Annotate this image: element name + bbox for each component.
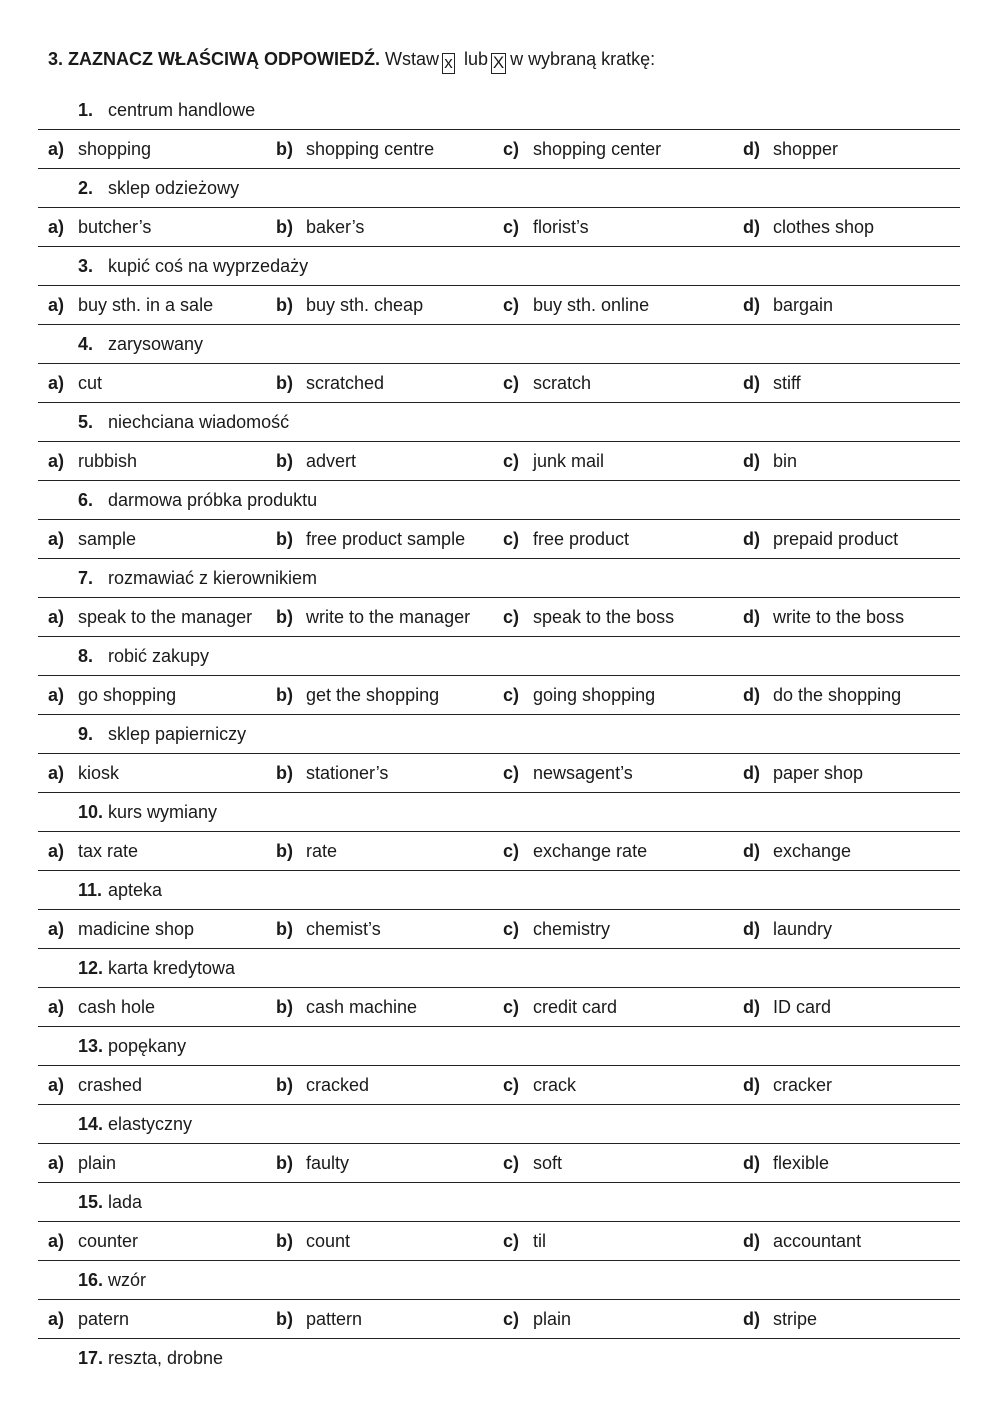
option-text: count [306,1231,351,1251]
option-text: go shopping [78,685,177,705]
question-text: kurs wymiany [108,802,218,822]
option-text: buy sth. cheap [306,295,424,315]
answer-row [38,676,960,715]
question-text: rozmawiać z kierownikiem [108,568,318,588]
option-text: madicine shop [78,919,195,939]
option-text: plain [78,1153,117,1173]
option-letter: b) [276,139,293,159]
option-letter: a) [48,1153,65,1173]
option-letter: a) [48,1231,65,1251]
option-letter: c) [503,607,520,627]
option-letter: b) [276,451,293,471]
option-text: advert [306,451,357,471]
exercise-header [48,47,655,71]
option-letter: d) [743,763,760,783]
option-letter: c) [503,763,520,783]
option-text: patern [78,1309,130,1329]
option-text: stripe [773,1309,818,1329]
question-text: elastyczny [108,1114,193,1134]
option-letter: d) [743,1309,760,1329]
question-number: 1. [78,100,94,120]
answer-row [38,988,960,1027]
option-letter: c) [503,1075,520,1095]
option-letter: b) [276,919,293,939]
instruction-text-start: Wstaw [385,49,440,69]
option-letter: a) [48,607,65,627]
checkbox-example-lower-x: x [442,53,455,74]
answer-row [38,910,960,949]
question-row [38,871,960,910]
option-letter: c) [503,919,520,939]
option-letter: a) [48,373,65,393]
option-text: florist’s [533,217,589,237]
option-letter: d) [743,295,760,315]
question-list [38,91,960,1377]
question-number: 17. [78,1348,104,1368]
option-text: tax rate [78,841,139,861]
option-text: accountant [773,1231,862,1251]
option-letter: a) [48,1075,65,1095]
option-text: cut [78,373,103,393]
option-text: rate [306,841,338,861]
option-text: speak to the boss [533,607,675,627]
option-letter: d) [743,373,760,393]
option-letter: b) [276,529,293,549]
option-letter: d) [743,217,760,237]
option-letter: d) [743,919,760,939]
answer-row [38,364,960,403]
question-text: popękany [108,1036,187,1056]
option-text: free product [533,529,630,549]
option-letter: a) [48,1309,65,1329]
option-letter: d) [743,607,760,627]
option-letter: b) [276,763,293,783]
question-row [38,247,960,286]
option-text: rubbish [78,451,138,471]
option-text: do the shopping [773,685,902,705]
option-text: scratch [533,373,592,393]
question-row [38,559,960,598]
option-letter: a) [48,919,65,939]
option-text: cracker [773,1075,833,1095]
question-row [38,1339,960,1377]
option-letter: c) [503,1309,520,1329]
question-number: 8. [78,646,94,666]
question-row [38,1105,960,1144]
option-letter: c) [503,1153,520,1173]
option-letter: b) [276,685,293,705]
instruction-text-end: w wybraną kratkę: [510,49,656,69]
option-letter: c) [503,685,520,705]
option-letter: d) [743,451,760,471]
answer-row [38,520,960,559]
option-text: buy sth. online [533,295,650,315]
question-row [38,325,960,364]
option-letter: d) [743,1075,760,1095]
option-text: shopping center [533,139,662,159]
option-text: crack [533,1075,577,1095]
option-letter: a) [48,217,65,237]
question-number: 13. [78,1036,104,1056]
answer-row [38,208,960,247]
option-text: write to the boss [773,607,905,627]
question-row [38,637,960,676]
option-letter: c) [503,841,520,861]
option-letter: b) [276,1075,293,1095]
option-letter: d) [743,685,760,705]
question-text: reszta, drobne [108,1348,224,1368]
option-text: crashed [78,1075,143,1095]
option-letter: c) [503,295,520,315]
exercise-number: 3. [48,49,64,69]
option-text: laundry [773,919,833,939]
question-row [38,793,960,832]
option-text: shopping centre [306,139,435,159]
question-text: zarysowany [108,334,204,354]
question-number: 5. [78,412,94,432]
option-letter: b) [276,607,293,627]
answer-row [38,442,960,481]
option-text: buy sth. in a sale [78,295,214,315]
option-text: going shopping [533,685,656,705]
option-letter: c) [503,997,520,1017]
option-text: clothes shop [773,217,875,237]
question-number: 11. [78,880,103,900]
question-number: 14. [78,1114,104,1134]
option-text: prepaid product [773,529,899,549]
answer-row [38,598,960,637]
option-letter: c) [503,1231,520,1251]
option-text: free product sample [306,529,466,549]
option-text: flexible [773,1153,830,1173]
option-text: shopper [773,139,839,159]
option-text: get the shopping [306,685,440,705]
answer-row [38,1222,960,1261]
question-row [38,91,960,130]
option-letter: a) [48,841,65,861]
option-letter: a) [48,295,65,315]
question-number: 10. [78,802,104,822]
option-letter: d) [743,997,760,1017]
question-number: 3. [78,256,94,276]
option-text: speak to the manager [78,607,253,627]
question-row [38,169,960,208]
question-row [38,1261,960,1300]
option-letter: a) [48,997,65,1017]
option-letter: b) [276,997,293,1017]
question-row [38,403,960,442]
answer-row [38,832,960,871]
answer-row [38,1144,960,1183]
answer-row [38,1066,960,1105]
option-letter: b) [276,1153,293,1173]
option-text: chemist’s [306,919,381,939]
answer-row [38,130,960,169]
option-letter: d) [743,139,760,159]
option-text: credit card [533,997,618,1017]
option-text: cash machine [306,997,418,1017]
answer-row [38,754,960,793]
option-letter: b) [276,295,293,315]
question-text: karta kredytowa [108,958,236,978]
option-text: cash hole [78,997,156,1017]
question-text: sklep odzieżowy [108,178,240,198]
question-row [38,715,960,754]
option-text: stationer’s [306,763,389,783]
option-text: shopping [78,139,152,159]
option-text: kiosk [78,763,120,783]
option-letter: a) [48,685,65,705]
option-text: cracked [306,1075,370,1095]
exercise-title: ZAZNACZ WŁAŚCIWĄ ODPOWIEDŹ. [68,49,380,69]
question-number: 12. [78,958,104,978]
option-text: newsagent’s [533,763,633,783]
option-letter: b) [276,1231,293,1251]
option-text: chemistry [533,919,611,939]
option-text: counter [78,1231,139,1251]
option-letter: b) [276,373,293,393]
option-text: bin [773,451,798,471]
question-text: sklep papierniczy [108,724,247,744]
option-letter: c) [503,139,520,159]
option-text: soft [533,1153,563,1173]
option-letter: d) [743,529,760,549]
option-text: til [533,1231,546,1251]
question-row [38,481,960,520]
option-letter: c) [503,451,520,471]
option-letter: a) [48,451,65,471]
option-letter: a) [48,139,65,159]
option-letter: a) [48,763,65,783]
option-letter: b) [276,217,293,237]
question-number: 2. [78,178,94,198]
option-text: pattern [306,1309,363,1329]
option-letter: b) [276,1309,293,1329]
question-number: 16. [78,1270,104,1290]
option-letter: c) [503,217,520,237]
question-text: niechciana wiadomość [108,412,290,432]
instruction-connector: lub [464,49,489,69]
option-text: plain [533,1309,572,1329]
option-text: exchange rate [533,841,648,861]
question-row [38,949,960,988]
option-letter: d) [743,1231,760,1251]
question-number: 15. [78,1192,104,1212]
option-text: exchange [773,841,852,861]
question-number: 9. [78,724,94,744]
option-text: ID card [773,997,832,1017]
option-letter: c) [503,373,520,393]
question-text: wzór [108,1270,147,1290]
question-text: centrum handlowe [108,100,256,120]
option-text: bargain [773,295,834,315]
question-text: robić zakupy [108,646,210,666]
option-letter: c) [503,529,520,549]
option-letter: b) [276,841,293,861]
question-text: apteka [108,880,163,900]
option-text: paper shop [773,763,864,783]
option-text: junk mail [533,451,605,471]
answer-row [38,1300,960,1339]
option-letter: d) [743,1153,760,1173]
question-number: 4. [78,334,94,354]
option-text: write to the manager [306,607,471,627]
question-text: kupić coś na wyprzedaży [108,256,309,276]
option-text: stiff [773,373,801,393]
question-text: lada [108,1192,143,1212]
option-text: sample [78,529,137,549]
option-letter: a) [48,529,65,549]
question-number: 7. [78,568,94,588]
checkbox-example-upper-x: X [492,53,505,72]
option-text: baker’s [306,217,365,237]
option-text: faulty [306,1153,350,1173]
question-row [38,1183,960,1222]
question-text: darmowa próbka produktu [108,490,318,510]
option-letter: d) [743,841,760,861]
answer-row [38,286,960,325]
option-text: butcher’s [78,217,152,237]
question-number: 6. [78,490,94,510]
option-text: scratched [306,373,385,393]
question-row [38,1027,960,1066]
